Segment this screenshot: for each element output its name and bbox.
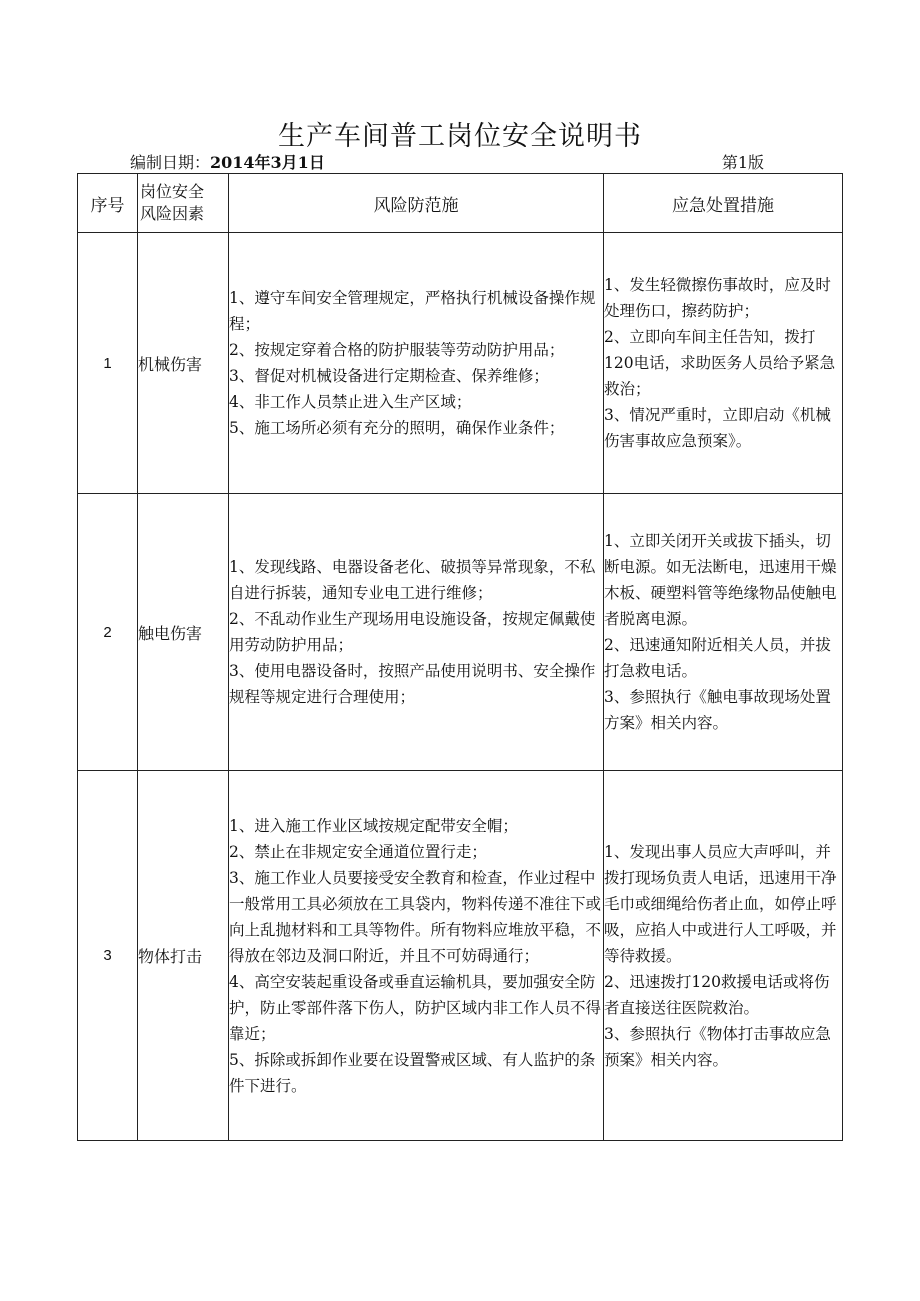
table-row — [78, 771, 843, 1141]
prevention-item: 4、高空安装起重设备或垂直运输机具，要加强安全防护，防止零部件落下伤人，防护区域内非工作人员不得靠近； — [229, 972, 602, 1043]
compile-date — [130, 150, 325, 173]
prevention-item: 5、拆除或拆卸作业要在设置警戒区域、有人监护的条件下进行。 — [229, 1050, 596, 1095]
emergency-item: 3、情况严重时，立即启动《机械伤害事故应急预案》。 — [604, 406, 831, 450]
row-risk-factor: 物体打击 — [138, 771, 229, 1141]
table-row — [78, 494, 843, 771]
row-seq: 1 — [78, 233, 138, 494]
prevention-item: 3、施工作业人员要接受安全教育和检查，作业过程中一般常用工具必须放在工具袋内，物料传递不准往下或向上乱抛材料和工具等物件。所有物料应堆放平稳，不得放在邻边及洞口附近，并且不可妨碍通行； — [229, 868, 602, 965]
header-factor-line2: 风险因素 — [140, 204, 205, 223]
version-label: 第1版 — [721, 153, 764, 172]
prevention-item: 2、不乱动作业生产现场用电设施设备，按规定佩戴使用劳动防护用品； — [229, 610, 596, 654]
row-emergency — [604, 771, 843, 1141]
emergency-item: 2、迅速通知附近相关人员，并拔打急救电话。 — [604, 636, 831, 680]
risk-table — [77, 173, 843, 1141]
emergency-item: 1、发现出事人员应大声呼叫，并拨打现场负责人电话，迅速用干净毛巾或细绳给伤者止血，如停止呼吸，应掐人中或进行人工呼吸，并等待救援。 — [604, 842, 837, 965]
prevention-item: 1、进入施工作业区域按规定配带安全帽； — [229, 816, 518, 835]
prevention-item: 5、施工场所必须有充分的照明，确保作业条件； — [229, 419, 565, 437]
prevention-item: 2、按规定穿着合格的防护服装等劳动防护用品； — [229, 341, 565, 359]
row-prevention — [229, 494, 604, 771]
prevention-item: 2、禁止在非规定安全通道位置行走； — [229, 842, 487, 861]
row-prevention — [229, 771, 604, 1141]
header-seq: 序号 — [78, 174, 138, 233]
emergency-item: 3、参照执行《触电事故现场处置方案》相关内容。 — [604, 688, 831, 732]
header-risk-factor — [138, 174, 229, 233]
emergency-item: 3、参照执行《物体打击事故应急预案》相关内容。 — [604, 1024, 831, 1069]
emergency-item: 2、立即向车间主任告知，拨打120电话，求助医务人员给予紧急救治； — [604, 328, 836, 398]
prevention-item: 4、非工作人员禁止进入生产区域； — [229, 393, 472, 411]
row-risk-factor: 机械伤害 — [138, 233, 229, 494]
prevention-item: 1、发现线路、电器设备老化、破损等异常现象，不私自进行拆装，通知专业电工进行维修； — [229, 558, 596, 602]
row-prevention — [229, 233, 604, 494]
date-value: 2014年3月1日 — [210, 153, 325, 172]
document-title: 生产车间普工岗位安全说明书 — [278, 121, 642, 152]
row-emergency — [604, 494, 843, 771]
table-header-row — [78, 174, 843, 233]
row-seq: 2 — [78, 494, 138, 771]
prevention-item: 3、督促对机械设备进行定期检查、保养维修； — [229, 367, 549, 385]
emergency-item: 1、发生轻微擦伤事故时，应及时处理伤口，擦药防护； — [604, 276, 831, 320]
prevention-item: 1、遵守车间安全管理规定，严格执行机械设备操作规程； — [229, 289, 596, 333]
header-factor-line1: 岗位安全 — [140, 182, 205, 201]
date-label: 编制日期： — [130, 153, 211, 172]
table-row — [78, 233, 843, 494]
row-risk-factor: 触电伤害 — [138, 494, 229, 771]
emergency-item: 2、迅速拨打120救援电话或将伤者直接送往医院救治。 — [604, 972, 830, 1017]
header-prevention: 风险防范施 — [229, 174, 604, 233]
header-emergency: 应急处置措施 — [604, 174, 843, 233]
prevention-item: 3、使用电器设备时，按照产品使用说明书、安全操作规程等规定进行合理使用； — [229, 662, 596, 706]
row-seq: 3 — [78, 771, 138, 1141]
row-emergency — [604, 233, 843, 494]
emergency-item: 1、立即关闭开关或拔下插头，切断电源。如无法断电，迅速用干燥木板、硬塑料管等绝缘物品使触电者脱离电源。 — [604, 532, 837, 628]
